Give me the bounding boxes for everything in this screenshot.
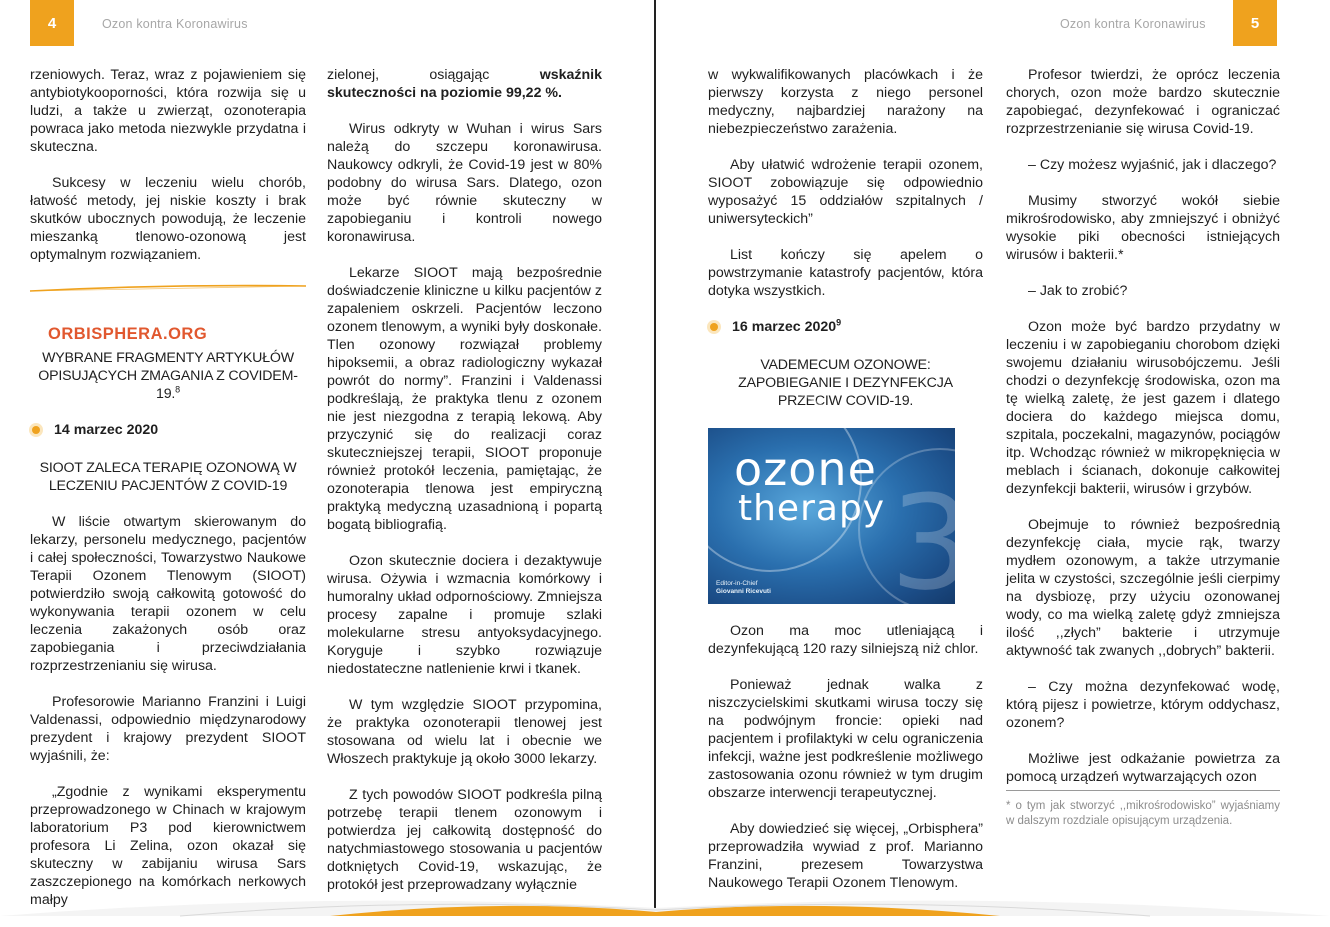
interview-question: – Jak to zrobić? xyxy=(1028,283,1128,299)
paragraph: Sukcesy w leczeniu wielu chorób, łatwość metody, jej niskie koszty i brak skutków ubocznych powodują, że leczenie mieszanką tlenowo-ozonową jest optymalnym rozwiązaniem. xyxy=(30,175,306,263)
paragraph: w wykwalifikowanych placówkach i że pierwszy korzysta z niego personel medyczny, najbardziej narażony na niebezpieczeństwo zarażenia. xyxy=(708,67,983,137)
paragraph: W tym względzie SIOOT przypomina, że praktyka ozonoterapii tlenowej jest stosowana od wielu lat i obecnie we Włoszech praktykuje ją około 3000 lekarzy. xyxy=(327,697,602,767)
paragraph: Ozon skutecznie dociera i dezaktywuje wirusa. Ożywia i wzmacnia komórkowy i humoralny układ odpornościowy. Zmniejsza procesy zapalne i promuje szlaki molekularne stresu antyoksydacyjnego. Koryguje i szybko rozwiązuje niedostateczne natlenienie krwi i tkanek. xyxy=(327,553,602,677)
fragments-title xyxy=(30,349,306,403)
cover-editor-label: Editor-in-Chief xyxy=(716,580,758,587)
paragraph: Ponieważ jednak walka z niszczycielskimi skutkami wirusa toczy się na podwójnym froncie: opieki nad pacjentem i profilaktyki w celu ograniczenia infekcji, ważne jest podkreślenie możliwego zastosowania ozonu również w tym drugim obszarze interwencji terapeutycznej. xyxy=(708,677,983,801)
paragraph: Obejmuje to również bezpośrednią dezynfekcję ciała, mycie rąk, twarzy mydłem ozonowym, a także utrzymanie jelita w czystości, szczególnie jeśli cierpimy na dysbiozę, przy użyciu ozonowanej wody, co ma wielką zaletę gdyż zmniejsza ilość ,,złych” bakterie i utrzymuje aktywność tak zwanych ,,dobrych” bakterii. xyxy=(1006,517,1280,659)
cover-word-therapy: therapy xyxy=(738,488,886,529)
fragments-title-text: WYBRANE FRAGMENTY ARTYKUŁÓW OPISUJĄCYCH ZMAGANIA Z COVIDEM-19. xyxy=(38,350,298,402)
paragraph: Profesorowie Marianno Franzini i Luigi Valdenassi, odpowiednio międzynarodowy prezydent i krajowy prezydent SIOOT wyjaśnili, że: xyxy=(30,694,306,764)
right-running-title: Ozon kontra Koronawirus xyxy=(1060,17,1206,31)
date-value: 16 marzec 2020 xyxy=(732,319,837,335)
column-4 xyxy=(1006,66,1280,847)
left-running-title: Ozon kontra Koronawirus xyxy=(102,17,248,31)
bold-text: wskaźnik skuteczności na poziomie 99,22 %. xyxy=(327,67,602,101)
column-1 xyxy=(30,66,306,927)
interview-question: – Czy można dezynfekować wodę, którą pijesz i powietrze, którym oddychasz, ozonem? xyxy=(1006,679,1280,731)
footnote-ref: 9 xyxy=(836,317,842,328)
paragraph: W liście otwartym skierowanym do lekarzy, personelu medycznego, pacjentów i całej społeczności, Towarzystwo Naukowe Terapii Ozonem Tlenowym (SIOOT) potwierdziło swoją całkowitą gotowość do wykonywania terapii ozonem w celu leczenia zakażonych osób oraz zapobiegania i przeciwdziałania rozprzestrzenianiu się wirusa. xyxy=(30,514,306,674)
paragraph: Lekarze SIOOT mają bezpośrednie doświadczenie kliniczne u kilku pacjentów z zapaleniem oskrzeli. Pacjentów leczono ozonem tlenowym, a wyniki były doskonałe. Tlen ozonowy rozwiązał problemy hipoksemii, a obraz radiologiczny wykazał powrót do normy”. Franzini i Valdenassi podkreślają, że praktyka tlenu z ozonem nie jest niezgodna z terapią lekową. Aby przyczynić się do realizacji coraz skuteczniejszej terapii, SIOOT proponuje również protokół leczenia, pamiętając, że ozonoterapia tlenowa jest empiryczną praktyką medyczną uzasadnioną i popartą bogatą bibliografią. xyxy=(327,265,602,533)
paragraph: Z tych powodów SIOOT podkreśla pilną potrzebę terapii tlenem ozonowym i potwierdza jej całkowitą dostępność do natychmiastowego stosowania u pacjentów dotkniętych Covid-19, wskazując, że protokół jest przeprowadzany wyłącznie xyxy=(327,787,602,893)
paragraph: Aby dowiedzieć się więcej, „Orbisphera” przeprowadziła wywiad z prof. Marianno Franzini, prezesem Towarzystwa Naukowego Terapii Ozonem Tlenowym. xyxy=(708,821,983,891)
right-page-number: 5 xyxy=(1233,0,1277,46)
site-heading: ORBISPHERA.ORG xyxy=(48,325,208,343)
left-page-number: 4 xyxy=(30,0,74,46)
paragraph: rzeniowych. Teraz, wraz z pojawieniem się antybiotykooporności, która rozwija się u ludzi, a także u zwierząt, ozonoterapia powraca jako metoda niezwykle przydatna i skuteczna. xyxy=(30,67,306,155)
interview-question: – Czy możesz wyjaśnić, jak i dlaczego? xyxy=(1028,157,1277,173)
paragraph: Ozon może być bardzo przydatny w leczeniu i w zapobieganiu chorobom dzięki swojemu działaniu wirusobójczemu. Jeśli chodzi o dezynfekcję środowiska, ozon ma tę wielką zaletę, że jest gazem i dlatego dociera do każdego miejsca domu, szpitala, poczekalni, magazynów, pociągów itp. Wchodząc również w mikropęknięcia w meblach i ścianach, dokonuje całkowitej dezynfekcji bakterii, wirusów i grzybów. xyxy=(1006,319,1280,497)
article-title: VADEMECUM OZONOWE: ZAPOBIEGANIE I DEZYNFEKCJA PRZECIW COVID-19. xyxy=(738,357,953,409)
paragraph: Ozon ma moc utleniającą i dezynfekującą 120 razy silniejszą niż chlor. xyxy=(708,623,983,657)
footnote: * o tym jak stworzyć ,,mikrośrodowisko” wyjaśniamy w dalszym rozdziale opisującym urządzenia. xyxy=(1006,800,1280,827)
dateline xyxy=(708,318,983,336)
date-text: 14 marzec 2020 xyxy=(54,422,159,438)
paragraph: Aby ułatwić wdrożenie terapii ozonem, SIOOT zobowiązuje się odpowiednio wyposażyć 15 oddziałów szpitalnych / uniwersyteckich” xyxy=(708,157,983,227)
paragraph: „Zgodnie z wynikami eksperymentu przeprowadzonego w Chinach w krajowym laboratorium P3 pod kierownictwem profesora Li Zelina, ozon okazał się skuteczny w zabijaniu wirusa Sars zaszczepionego na komórkach nerkowych małpy xyxy=(30,784,306,908)
cover-editor-name: Giovanni Ricevuti xyxy=(716,588,771,595)
page-gutter-divider xyxy=(654,0,656,916)
dateline xyxy=(30,421,306,439)
paragraph: Profesor twierdzi, że oprócz leczenia chorych, ozon może bardzo skutecznie zapobiegać, dezynfekować i ograniczać rozprzestrzenianie się wirusa Covid-19. xyxy=(1006,67,1280,137)
cover-word-ozone: ozone xyxy=(734,442,877,496)
ozone-therapy-cover-image xyxy=(708,428,973,619)
column-3 xyxy=(708,66,983,910)
paragraph: Musimy stworzyć wokół siebie mikrośrodowisko, aby zmniejszyć i obniżyć wysokie piki obecności istniejących wirusów i bakterii.* xyxy=(1006,193,1280,263)
column-2 xyxy=(327,66,602,912)
cover-issue-number: 3 xyxy=(890,467,973,619)
footnote-ref: 8 xyxy=(175,384,180,395)
paragraph: Wirus odkryty w Wuhan i wirus Sars należą do szczepu koronawirusa. Naukowcy odkryli, że Covid-19 jest w 80% podobny do wirusa Sars. Dlatego, ozon może być równie skuteczny w zapobieganiu i kontroli nowego koronawirusa. xyxy=(327,121,602,245)
bottom-swoosh-decoration xyxy=(0,868,1330,916)
paragraph: List kończy się apelem o powstrzymanie katastrofy pacjentów, która dotyka wszystkich. xyxy=(708,247,983,299)
paragraph xyxy=(327,66,602,102)
decorative-divider xyxy=(30,282,306,300)
date-text xyxy=(732,318,841,336)
bullet-dot-icon xyxy=(32,426,40,434)
bullet-dot-icon xyxy=(710,323,718,331)
paragraph-text: zielonej, osiągając xyxy=(327,67,540,83)
footnote-rule xyxy=(1006,790,1280,791)
paragraph: Możliwe jest odkażanie powietrza za pomocą urządzeń wytwarzających ozon xyxy=(1006,751,1280,785)
article-title: SIOOT ZALECA TERAPIĘ OZONOWĄ W LECZENIU PACJENTÓW Z COVID-19 xyxy=(39,460,297,494)
